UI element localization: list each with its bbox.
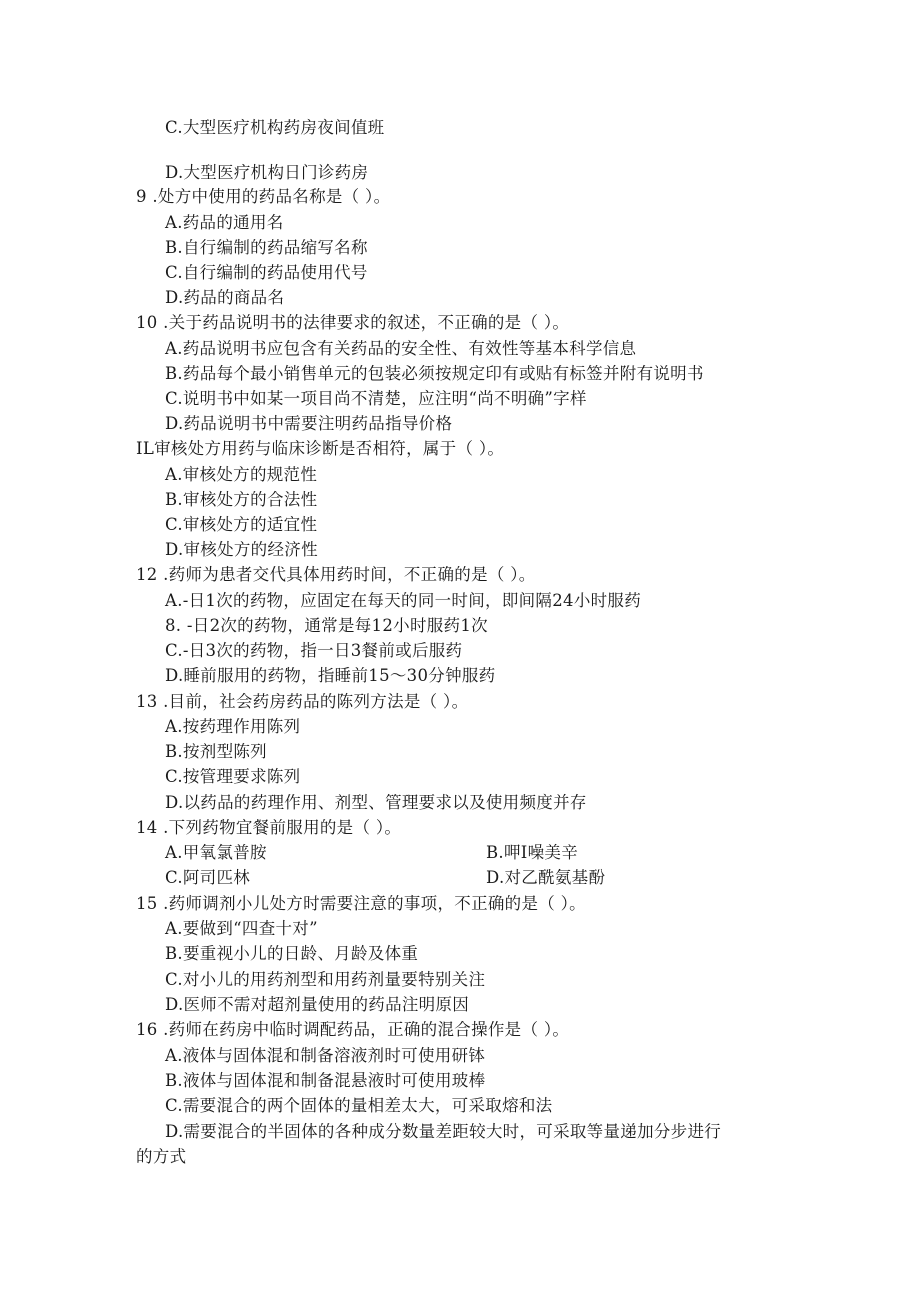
question-13-option-b: B.按剂型陈列 xyxy=(165,742,267,761)
question-12-option-b: 8. -日2次的药物，通常是每12小时服药1次 xyxy=(165,616,488,635)
question-10-option-a: A.药品说明书应包含有关药品的安全性、有效性等基本科学信息 xyxy=(165,339,637,358)
question-16-option-d-continuation: 的方式 xyxy=(136,1147,187,1166)
question-10-option-b: B.药品每个最小销售单元的包装必须按规定印有或贴有标签并附有说明书 xyxy=(165,364,704,383)
question-15-option-a: A.要做到“四查十对” xyxy=(165,919,318,938)
question-13-option-d: D.以药品的药理作用、剂型、管理要求以及使用频度并存 xyxy=(165,793,587,812)
question-14-option-b: B.呷I噪美辛 xyxy=(486,843,578,862)
question-15-stem: 15 .药师调剂小儿处方时需要注意的事项，不正确的是（ ）。 xyxy=(136,894,586,913)
lead-option-d: D.大型医疗机构日门诊药房 xyxy=(165,163,369,182)
question-14-option-d: D.对乙酰氨基酚 xyxy=(486,868,606,887)
question-13-stem: 13 .目前，社会药房药品的陈列方法是（ ）。 xyxy=(136,692,469,711)
question-9-option-b: B.自行编制的药品缩写名称 xyxy=(165,238,368,257)
question-10-option-d: D.药品说明书中需要注明药品指导价格 xyxy=(165,414,453,433)
question-15-option-d: D.医师不需对超剂量使用的药品注明原因 xyxy=(165,995,470,1014)
question-13-option-a: A.按药理作用陈列 xyxy=(165,717,301,736)
question-12-stem: 12 .药师为患者交代具体用药时间，不正确的是（ ）。 xyxy=(136,565,536,584)
question-16-option-d: D.需要混合的半固体的各种成分数量差距较大时，可采取等量递加分步进行 xyxy=(165,1122,722,1141)
question-15-option-c: C.对小儿的用药剂型和用药剂量要特别关注 xyxy=(165,970,486,989)
question-11-option-d: D.审核处方的经济性 xyxy=(165,540,318,559)
lead-option-c: C.大型医疗机构药房夜间值班 xyxy=(165,118,385,137)
question-12-option-a: A.-日1次的药物，应固定在每天的同一时间，即间隔24小时服药 xyxy=(165,591,642,610)
question-16-option-a: A.液体与固体混和制备溶液剂时可使用研钵 xyxy=(165,1046,486,1065)
question-10-option-c: C.说明书中如某一项目尚不清楚，应注明“尚不明确”字样 xyxy=(165,389,587,408)
question-11-option-b: B.审核处方的合法性 xyxy=(165,490,318,509)
question-14-option-c: C.阿司匹林 xyxy=(165,868,251,887)
question-14-stem: 14 .下列药物宜餐前服用的是（ ）。 xyxy=(136,818,402,837)
question-9-option-d: D.药品的商品名 xyxy=(165,288,285,307)
question-11-option-a: A.审核处方的规范性 xyxy=(165,465,318,484)
question-16-stem: 16 .药师在药房中临时调配药品，正确的混合操作是（ ）。 xyxy=(136,1020,570,1039)
question-9-stem: 9 .处方中使用的药品名称是（ ）。 xyxy=(136,187,391,206)
question-12-option-d: D.睡前服用的药物，指睡前15～30分钟服药 xyxy=(165,666,496,685)
question-14-option-a: A.甲氧氯普胺 xyxy=(165,843,267,862)
question-15-option-b: B.要重视小儿的日龄、月龄及体重 xyxy=(165,944,419,963)
question-9-option-c: C.自行编制的药品使用代号 xyxy=(165,263,368,282)
question-16-option-c: C.需要混合的两个固体的量相差太大，可采取熔和法 xyxy=(165,1096,553,1115)
question-12-option-c: C.-日3次的药物，指一日3餐前或后服药 xyxy=(165,641,463,660)
question-16-option-b: B.液体与固体混和制备混悬液时可使用玻棒 xyxy=(165,1071,486,1090)
question-11-option-c: C.审核处方的适宜性 xyxy=(165,515,318,534)
question-11-stem: IL审核处方用药与临床诊断是否相符，属于（ ）。 xyxy=(136,439,505,458)
question-13-option-c: C.按管理要求陈列 xyxy=(165,767,301,786)
question-10-stem: 10 .关于药品说明书的法律要求的叙述，不正确的是（ ）。 xyxy=(136,313,570,332)
question-9-option-a: A.药品的通用名 xyxy=(165,213,284,232)
